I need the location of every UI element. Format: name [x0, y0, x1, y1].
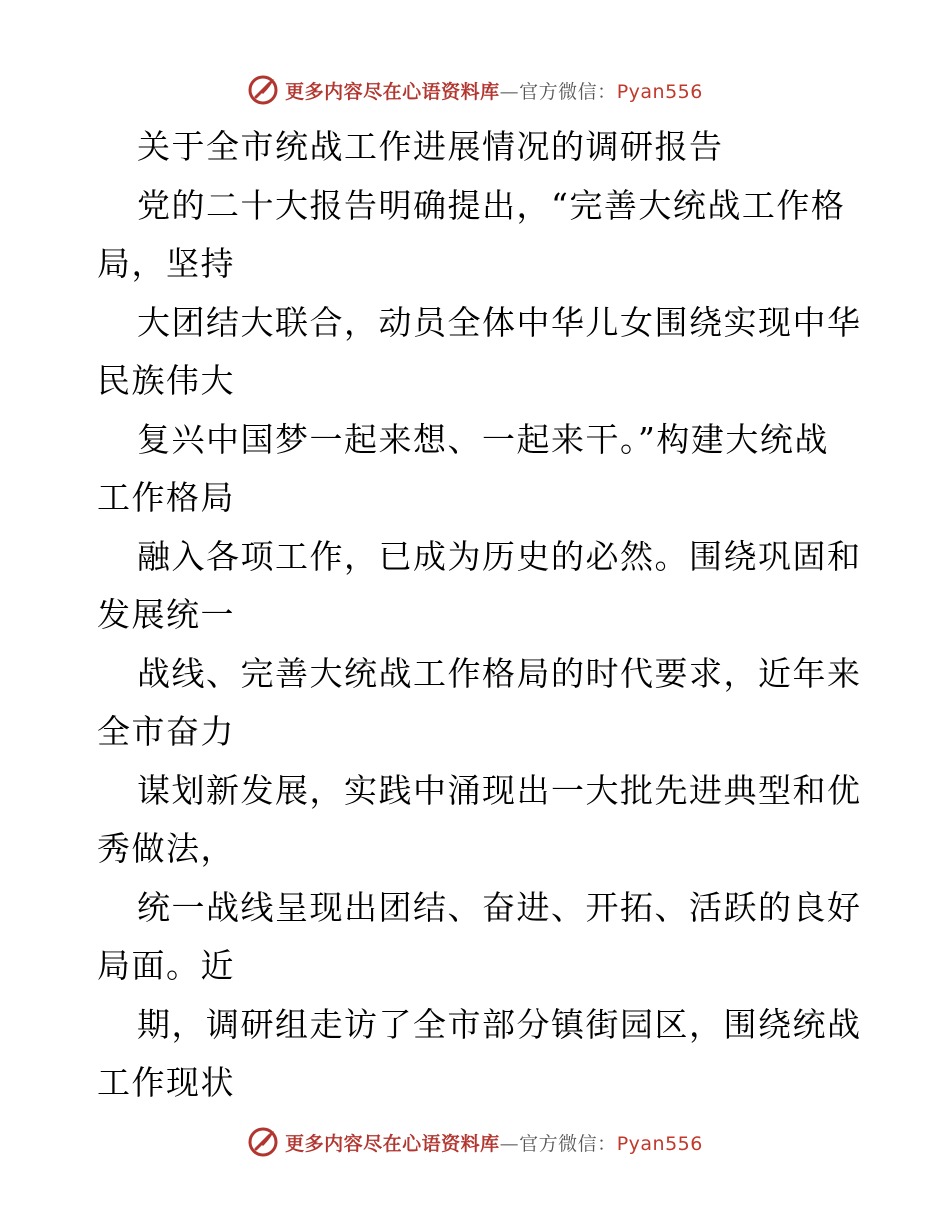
document-body [97, 118, 862, 1113]
text-line: 发展统一 [97, 595, 235, 634]
text-line: 民族伟大 [97, 361, 235, 400]
text-line: 局，坚持 [97, 244, 235, 283]
text-line: 大团结大联合，动员全体中华儿女围绕实现中华 [137, 302, 862, 342]
text-line: 融入各项工作，已成为历史的必然。围绕巩固和 [137, 536, 862, 576]
text-line: 党的二十大报告明确提出，“完善大统战工作格 [137, 185, 846, 225]
text-line: 谋划新发展，实践中涌现出一大批先进典型和优 [137, 770, 862, 810]
watermark-main-text: 更多内容尽在心语资料库 [285, 1132, 500, 1155]
text-line: 复兴中国梦一起来想、一起来干。”构建大统战 [137, 419, 829, 459]
watermark-dash: — [499, 80, 520, 103]
document-title: 关于全市统战工作进展情况的调研报告 [137, 127, 724, 166]
text-line: 期，调研组走访了全市部分镇街园区，围绕统战 [137, 1004, 862, 1044]
watermark-main-text: 更多内容尽在心语资料库 [285, 80, 500, 103]
text-line: 工作格局 [97, 478, 235, 517]
text-line: 全市奋力 [97, 712, 235, 751]
watermark-dash: — [499, 1132, 520, 1155]
text-line: 工作现状 [97, 1063, 235, 1102]
watermark-id: Pyan556 [616, 1132, 703, 1155]
feather-seal-icon [247, 1126, 279, 1158]
footer-watermark [0, 1124, 950, 1160]
feather-seal-icon [247, 74, 279, 106]
watermark-label: 官方微信： [519, 80, 617, 103]
text-line: 统一战线呈现出团结、奋进、开拓、活跃的良好 [137, 887, 862, 927]
watermark-label: 官方微信： [519, 1132, 617, 1155]
watermark-id: Pyan556 [616, 80, 703, 103]
header-watermark [0, 72, 950, 108]
text-line: 局面。近 [97, 946, 235, 985]
text-line: 秀做法， [97, 829, 235, 868]
text-line: 战线、完善大统战工作格局的时代要求，近年来 [137, 653, 862, 693]
